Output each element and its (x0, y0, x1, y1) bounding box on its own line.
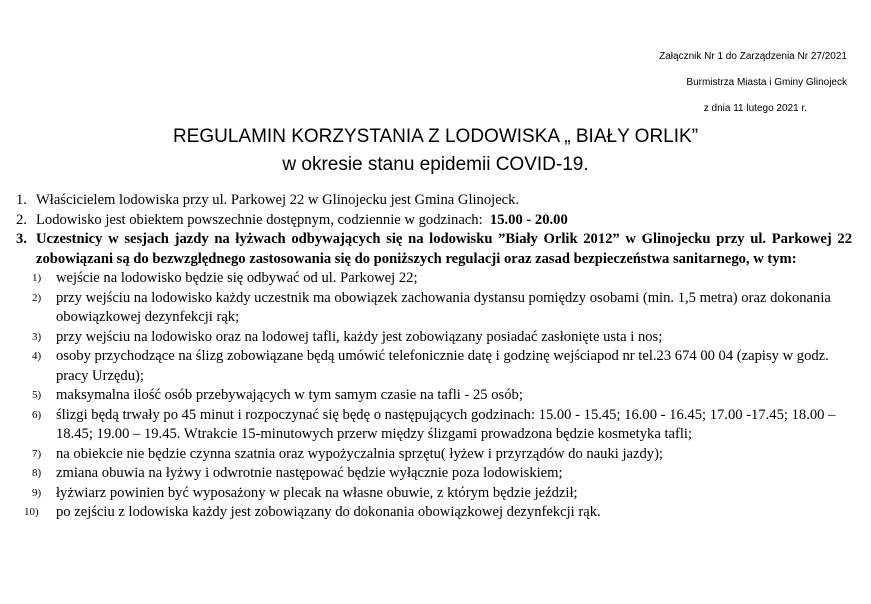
date-note: z dnia 11 lutego 2021 r. (703, 103, 807, 114)
sub-list-item (16, 484, 852, 504)
item-number: 1. (16, 192, 27, 208)
sub-list-item (16, 289, 852, 328)
document-header (659, 44, 847, 122)
sub-item-text: przy wejściu na lodowisko oraz na lodowej tafli, każdy jest zobowiązany posiadać zasłonięte usta i nos; (56, 328, 663, 345)
list-item (16, 211, 852, 231)
sub-item-number: 10) (24, 506, 39, 518)
item-number: 2. (16, 211, 27, 228)
sub-item-number: 9) (32, 486, 42, 499)
sub-item-number: 2) (32, 291, 42, 304)
sub-item-number: 4) (32, 350, 42, 362)
sub-list-item (16, 269, 852, 289)
item-number: 3. (16, 231, 27, 247)
sub-item-text: na obiekcie nie będzie czynna szatnia oraz wypożyczalnia sprzętu( łyżew i przyrządów do nauki jazdy); (56, 445, 663, 462)
sub-item-text: osoby przychodzące na ślizg zobowiązane będą umówić telefonicznie datę i godzinę wejściapod nr tel.23 674 00 04 (zapisy w godz. pracy Urzędu); (56, 348, 829, 384)
issuer-note: Burmistrza Miasta i Gminy Glinojeck (686, 77, 847, 88)
sub-list-item (16, 464, 852, 484)
sub-item-number: 5) (32, 389, 42, 401)
document-subtitle: w okresie stanu epidemii COVID-19. (282, 154, 589, 175)
sub-item-number: 8) (32, 467, 42, 479)
sub-item-number: 1) (32, 272, 42, 284)
sub-list-item (16, 445, 852, 465)
list-item (16, 230, 852, 269)
regulations-body (16, 191, 852, 523)
sub-item-number: 3) (32, 330, 42, 343)
sub-list-item (16, 328, 852, 348)
sub-item-text: ślizgi będą trwały po 45 minut i rozpoczynać się będę o następujących godzinach: 15.00 - 15.45; 16.00 - 16.45; 17.00 -17.45; 18.00 – 18.45; 19.00 – 19.45. Wtrakcie 15-minutowych przerw między ślizgami prowadzona będzie kosmetyka tafli; (56, 406, 836, 442)
sub-item-number: 7) (32, 447, 42, 460)
item-text: Uczestnicy w sesjach jazdy na łyżwach odbywających się na lodowisku ”Biały Orlik 2012” w Glinojecku przy ul. Parkowej 22 zobowiązani są do bezwzględnego zastosowania się do poniższych regulacji oraz zasad bezpieczeństwa sanitarnego, w tym: (36, 231, 852, 267)
document-title: REGULAMIN KORZYSTANIA Z LODOWISKA „ BIAŁY ORLIK” (172, 126, 699, 147)
sub-list-item (16, 386, 852, 406)
sub-item-text: wejście na lodowisko będzie się odbywać od ul. Parkowej 22; (56, 270, 418, 286)
sub-item-text: przy wejściu na lodowisko każdy uczestnik ma obowiązek zachowania dystansu pomiędzy osobami (min. 1,5 metra) oraz dokonania obowiązkowej dezynfekcji rąk; (56, 289, 831, 325)
sub-item-text: łyżwiarz powinien być wyposażony w plecak na własne obuwie, z którym będzie jeździł; (56, 484, 578, 501)
sub-list-item (16, 503, 852, 523)
attachment-note: Załącznik Nr 1 do Zarządzenia Nr 27/2021 (659, 51, 847, 62)
sub-item-text: po zejściu z lodowiska każdy jest zobowiązany do dokonania obowiązkowej dezynfekcji rąk. (56, 504, 601, 520)
sub-list-item (16, 347, 852, 386)
sub-item-text: zmiana obuwia na łyżwy i odwrotnie następować będzie wyłącznie poza lodowiskiem; (56, 465, 563, 481)
list-item (16, 191, 852, 211)
item-text: Właścicielem lodowiska przy ul. Parkowej 22 w Glinojecku jest Gmina Glinojeck. (36, 192, 520, 208)
opening-hours: 15.00 - 20.00 (489, 211, 568, 228)
sub-list-item (16, 406, 852, 445)
sub-item-number: 6) (32, 408, 42, 421)
item-text: Lodowisko jest obiektem powszechnie dostępnym, codziennie w godzinach: (36, 211, 483, 228)
sub-item-text: maksymalna ilość osób przebywających w tym samym czasie na tafli - 25 osób; (56, 387, 523, 403)
